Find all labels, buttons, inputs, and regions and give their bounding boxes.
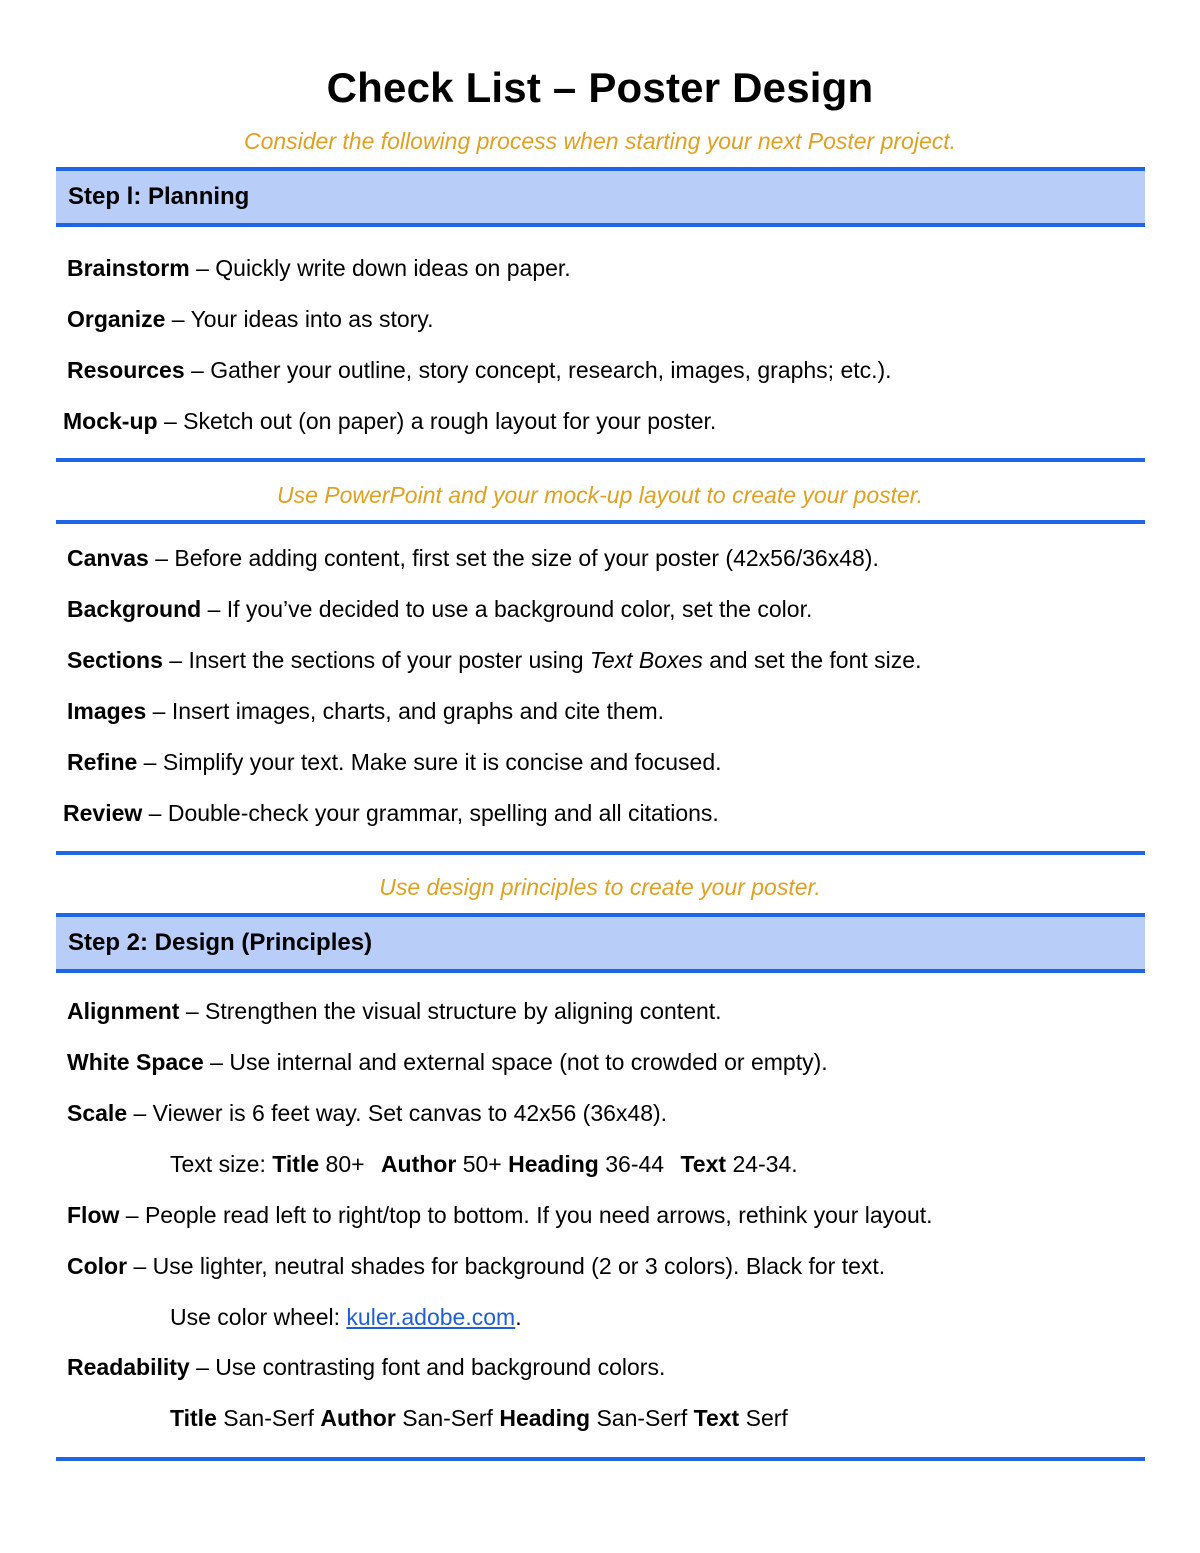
- kuler-link[interactable]: kuler.adobe.com: [346, 1304, 516, 1330]
- font-term: Author: [320, 1405, 396, 1431]
- step2-header-band: [56, 913, 1145, 973]
- text-size-label: Text size:: [170, 1151, 266, 1177]
- size-term: Author: [380, 1151, 457, 1177]
- page-title: Check List – Poster Design: [326, 64, 874, 111]
- color-wheel-period: .: [515, 1304, 522, 1330]
- item-term: Mock-up: [63, 408, 158, 434]
- item-text: – Use contrasting font and background colors.: [189, 1354, 666, 1380]
- item-term: Resources: [67, 357, 185, 383]
- divider: [56, 458, 1145, 462]
- item-term: White Space: [67, 1049, 204, 1075]
- size-value: 80+: [325, 1151, 365, 1177]
- item-term: Images: [67, 698, 147, 724]
- list-item-canvas: [67, 543, 879, 573]
- list-item-mockup: [63, 406, 716, 436]
- step1-header-band: [56, 167, 1145, 227]
- item-term: Background: [67, 596, 202, 622]
- design-note: Use design principles to create your poster.: [379, 874, 821, 900]
- font-types-row: [170, 1403, 788, 1433]
- text-size-row: [170, 1149, 798, 1179]
- divider: [56, 520, 1145, 524]
- item-term: Alignment: [67, 998, 180, 1024]
- step1-heading: Step l: Planning: [68, 183, 250, 210]
- item-text: – Quickly write down ideas on paper.: [189, 255, 571, 281]
- item-term: Scale: [67, 1100, 128, 1126]
- item-text: – Sketch out (on paper) a rough layout for your poster.: [157, 408, 717, 434]
- list-item-review: [63, 798, 719, 828]
- font-value: San-Serf: [402, 1405, 493, 1431]
- item-text: – Viewer is 6 feet way. Set canvas to 42x56 (36x48).: [127, 1100, 668, 1126]
- step2-heading: Step 2: Design (Principles): [68, 929, 373, 956]
- list-item-resources: [67, 355, 892, 385]
- divider: [56, 851, 1145, 855]
- list-item-images: [67, 696, 664, 726]
- item-term: Flow: [67, 1202, 120, 1228]
- list-item-color: [67, 1251, 885, 1281]
- list-item-background: [67, 594, 812, 624]
- item-text: – People read left to right/top to bottom. If you need arrows, rethink your layout.: [119, 1202, 933, 1228]
- list-item-brainstorm: [67, 253, 571, 283]
- item-term: Canvas: [67, 545, 149, 571]
- intro-subtitle: Consider the following process when starting your next Poster project.: [243, 128, 957, 154]
- item-text: – Strengthen the visual structure by aligning content.: [179, 998, 722, 1024]
- list-item-refine: [67, 747, 722, 777]
- item-text: – Gather your outline, story concept, research, images, graphs; etc.).: [184, 357, 892, 383]
- font-term: Heading: [499, 1405, 591, 1431]
- list-item-sections: [67, 645, 921, 675]
- item-text: and set the font size.: [702, 647, 922, 673]
- size-value: 24-34.: [732, 1151, 798, 1177]
- item-term: Organize: [67, 306, 166, 332]
- size-term: Text: [680, 1151, 727, 1177]
- item-text: – Insert images, charts, and graphs and cite them.: [146, 698, 665, 724]
- list-item-scale: [67, 1098, 667, 1128]
- item-text: – Simplify your text. Make sure it is concise and focused.: [137, 749, 722, 775]
- item-term: Brainstorm: [67, 255, 190, 281]
- powerpoint-note: Use PowerPoint and your mock-up layout to create your poster.: [276, 482, 924, 508]
- list-item-alignment: [67, 996, 722, 1026]
- item-term: Color: [67, 1253, 128, 1279]
- font-term: Text: [693, 1405, 740, 1431]
- item-text: – If you’ve decided to use a background color, set the color.: [201, 596, 813, 622]
- item-text: – Double-check your grammar, spelling and all citations.: [142, 800, 719, 826]
- item-term: Sections: [67, 647, 163, 673]
- size-value: 50+: [462, 1151, 502, 1177]
- size-term: Title: [272, 1151, 320, 1177]
- divider: [56, 1457, 1145, 1461]
- color-wheel-row: [170, 1302, 522, 1332]
- item-text: – Your ideas into as story.: [165, 306, 434, 332]
- font-value: San-Serf: [223, 1405, 315, 1431]
- item-text: – Insert the sections of your poster using: [162, 647, 590, 673]
- item-text: – Use internal and external space (not to crowded or empty).: [203, 1049, 828, 1075]
- size-term: Heading: [508, 1151, 599, 1177]
- item-term: Refine: [67, 749, 138, 775]
- list-item-organize: [67, 304, 434, 334]
- font-value: San-Serf: [596, 1405, 688, 1431]
- item-italic: Text Boxes: [589, 647, 703, 673]
- item-text: – Use lighter, neutral shades for background (2 or 3 colors). Black for text.: [127, 1253, 886, 1279]
- item-term: Readability: [67, 1354, 190, 1380]
- color-wheel-label: Use color wheel:: [170, 1304, 347, 1330]
- item-term: Review: [63, 800, 143, 826]
- font-term: Title: [170, 1405, 217, 1431]
- item-text: – Before adding content, first set the size of your poster (42x56/36x48).: [148, 545, 879, 571]
- list-item-white-space: [67, 1047, 828, 1077]
- list-item-flow: [67, 1200, 933, 1230]
- size-value: 36-44: [605, 1151, 665, 1177]
- font-value: Serf: [745, 1405, 788, 1431]
- list-item-readability: [67, 1352, 665, 1382]
